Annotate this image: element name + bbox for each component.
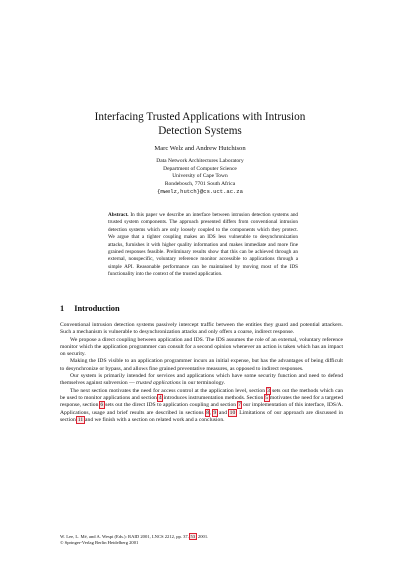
section-ref-link[interactable]: 8 [206, 409, 209, 416]
section-ref-link[interactable]: 9 [213, 409, 217, 416]
footer-text: , 2001. [195, 534, 209, 539]
body-text [60, 322, 343, 424]
footer-text: W. Lee, L. Mé, and A. Wespi (Eds.): RAID 2001, LNCS 2212, pp. 37– [60, 534, 191, 539]
title-line-1: Interfacing Trusted Applications with Intrusion [94, 111, 306, 123]
trusted-applications-term: trusted applications [136, 380, 181, 387]
section-ref-link[interactable]: 5 [265, 394, 269, 401]
p5-text: . Limitations of our approach are discussed in section [60, 409, 344, 423]
abstract-text: In this paper we describe an interface between intrusion detection systems and trusted system components. The approach presented differs from conventional intrusion detection systems which are only loosely coupled to the components which they protect. We argue that a tighter coupling makes an IDS less vulnerable to desynchronization attacks, furnishes it with higher quality information and makes immediate and more fine grained responses feasible. Preliminary results show that this can be achieved through an external, nonspecific, voluntary reference monitor accessible to applications through a simple API. Reasonable performance can be maintained by moving most of the IDS functionality into the context of the trusted application. [108, 212, 299, 278]
p5-text: our implementation of this interface, IDS/A. Applications, usage and brief results are described in sections [60, 402, 343, 416]
paper-title [60, 110, 340, 138]
section-ref-link[interactable]: 10 [229, 409, 236, 416]
title-line-2: Detection Systems [158, 125, 242, 137]
paragraph-5 [60, 388, 343, 424]
section-ref-link[interactable]: 11 [77, 416, 84, 423]
paragraph-2: We propose a direct coupling between application and IDS. The IDS assumes the role of an external, voluntary reference monitor which the application programmer can consult for a second opinion whenever an action is taken which has an impact on security. [60, 336, 343, 358]
p5-text: sets out the methods which can be used to monitor applications and section [60, 387, 343, 401]
paragraph-1: Conventional intrusion detection systems passively intercept traffic between the entities they guard and potential attackers. Such a mechanism is vulnerable to desynchronization attacks and only offers a coarse, indirect response. [60, 322, 343, 336]
paragraph-3: Making the IDS visible to an application programmer incurs an initial expense, but has the advantages of being difficult to desynchronize or bypass, and allows fine grained preventative measures, as opposed to indirect responses. [60, 358, 343, 372]
paragraph-4-text-a: Our system is primarily intended for services and applications which have some security function and need to defend themselves against subversion — [60, 373, 343, 387]
page-ref-link[interactable]: 53 [190, 534, 196, 539]
section-ref-link[interactable]: 6 [100, 402, 104, 409]
section-heading [60, 304, 120, 313]
abstract [108, 212, 298, 279]
affiliation-block [60, 158, 340, 196]
affiliation-lab: Data Network Architectures Laboratory [156, 158, 244, 164]
author-email: {mwelz,hutch}@cs.uct.ac.za [157, 188, 243, 195]
abstract-label: Abstract. [108, 212, 129, 218]
p5-text: sets out the direct IDS to application coupling and section [103, 402, 238, 409]
p5-text: and we finish with a section on related work and a conclusion. [83, 416, 225, 423]
p5-text: motivates the need for a targeted response, section [60, 394, 344, 409]
p5-text: and [216, 409, 230, 416]
authors: Marc Welz and Andrew Hutchison [154, 145, 246, 152]
p5-text: introduces instrumentation methods. Section [162, 394, 265, 401]
paragraph-4-text-c: in our terminology. [180, 380, 226, 387]
section-ref-link[interactable]: 4 [158, 394, 162, 401]
p5-text: The next section motivates the need for access control at the application level, section [70, 387, 267, 394]
p5-text: , [209, 409, 214, 416]
footer-citation [60, 534, 343, 547]
section-title: Introduction [74, 304, 120, 313]
section-ref-link[interactable]: 7 [238, 402, 241, 409]
section-number: 1 [60, 304, 65, 313]
section-ref-link[interactable]: 3 [267, 387, 270, 394]
affiliation-department: Department of Computer Science [163, 165, 237, 172]
affiliation-university: University of Cape Town [172, 173, 228, 179]
copyright-line: © Springer-Verlag Berlin Heidelberg 2001 [60, 540, 139, 546]
affiliation-address: Rondebosch, 7701 South Africa [164, 180, 236, 187]
paragraph-4 [60, 373, 343, 388]
